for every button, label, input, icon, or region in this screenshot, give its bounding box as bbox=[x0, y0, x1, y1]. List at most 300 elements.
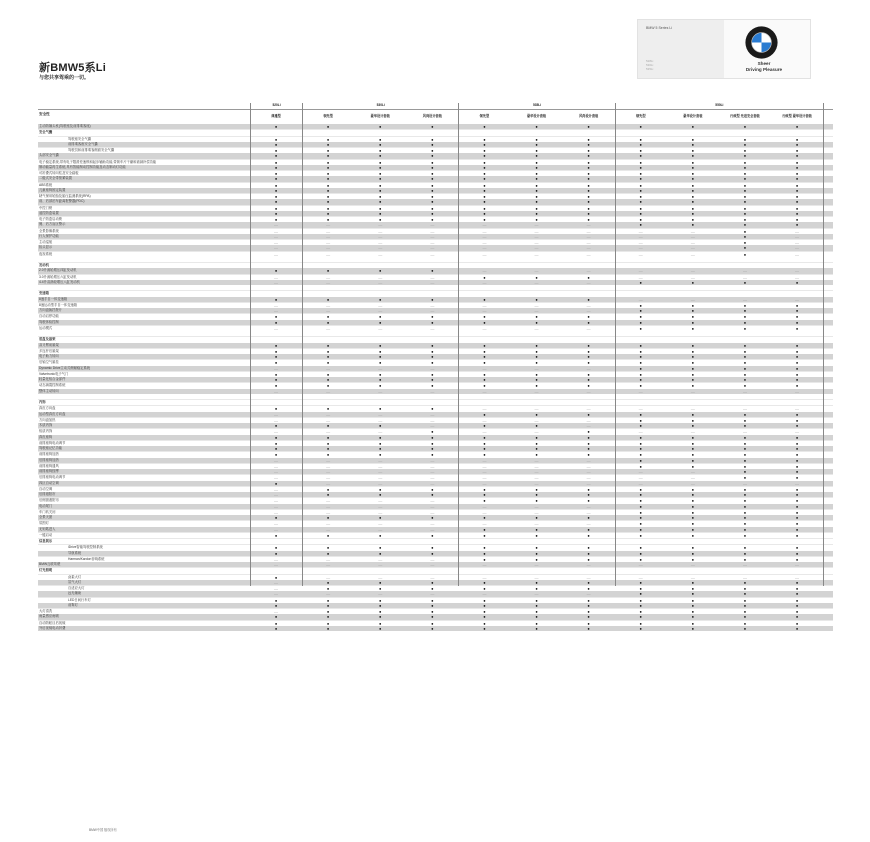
not-available-mark: — bbox=[482, 302, 487, 308]
standard-mark: ● bbox=[274, 406, 278, 412]
standard-mark: ● bbox=[639, 136, 642, 142]
standard-mark: ● bbox=[795, 440, 799, 446]
standard-mark: ● bbox=[743, 515, 747, 520]
standard-mark: ● bbox=[379, 342, 382, 348]
not-available-mark: — bbox=[274, 240, 279, 245]
variant-header: 风尚设计套装 bbox=[422, 113, 442, 118]
not-available-mark: — bbox=[586, 562, 591, 567]
not-available-mark: — bbox=[534, 475, 539, 481]
standard-mark: ● bbox=[535, 217, 538, 222]
standard-mark: ● bbox=[379, 176, 382, 182]
not-available-mark: — bbox=[378, 325, 383, 331]
standard-mark: ● bbox=[483, 532, 486, 538]
not-available-mark: — bbox=[638, 245, 643, 251]
standard-mark: ● bbox=[639, 217, 642, 222]
standard-mark: ● bbox=[274, 217, 278, 222]
standard-mark: ● bbox=[743, 302, 747, 308]
not-available-mark: — bbox=[274, 233, 279, 239]
standard-mark: ● bbox=[483, 579, 486, 585]
standard-mark: ● bbox=[274, 383, 278, 389]
row-label: 运动型真皮方向盘 bbox=[39, 411, 66, 416]
not-available-mark: — bbox=[534, 251, 539, 257]
not-available-mark: — bbox=[274, 562, 279, 567]
not-available-mark: — bbox=[586, 521, 591, 527]
standard-mark: ● bbox=[795, 279, 799, 285]
not-available-mark: — bbox=[482, 469, 487, 474]
standard-mark: ● bbox=[326, 159, 330, 165]
not-available-mark: — bbox=[482, 417, 487, 423]
standard-mark: ● bbox=[535, 314, 538, 320]
not-available-mark: — bbox=[274, 463, 279, 469]
row-label: 二级式安全带预紧装置 bbox=[39, 176, 72, 181]
standard-mark: ● bbox=[743, 597, 747, 603]
not-available-mark: — bbox=[274, 251, 279, 257]
standard-mark: ● bbox=[326, 434, 330, 440]
standard-mark: ● bbox=[691, 148, 695, 153]
standard-mark: ● bbox=[743, 457, 747, 463]
standard-mark: ● bbox=[743, 526, 747, 532]
standard-mark: ● bbox=[431, 434, 434, 440]
standard-mark: ● bbox=[795, 194, 799, 199]
not-available-mark: — bbox=[326, 251, 331, 257]
standard-mark: ● bbox=[795, 383, 799, 389]
standard-mark: ● bbox=[274, 550, 278, 556]
not-available-mark: — bbox=[482, 463, 487, 469]
standard-mark: ● bbox=[587, 452, 590, 458]
standard-mark: ● bbox=[795, 475, 799, 481]
standard-mark: ● bbox=[535, 452, 538, 458]
series-mini-item: 528Li bbox=[646, 59, 654, 63]
standard-mark: ● bbox=[691, 176, 695, 182]
not-available-mark: — bbox=[482, 406, 487, 412]
standard-mark: ● bbox=[431, 136, 434, 142]
not-available-mark: — bbox=[638, 240, 643, 245]
not-available-mark: — bbox=[378, 480, 383, 486]
standard-mark: ● bbox=[587, 609, 590, 614]
not-available-mark: — bbox=[534, 429, 539, 435]
not-available-mark: — bbox=[378, 233, 383, 239]
standard-mark: ● bbox=[743, 171, 747, 176]
standard-mark: ● bbox=[274, 176, 278, 182]
row-label: 大灯清洗 bbox=[39, 609, 53, 613]
not-available-mark: — bbox=[795, 562, 800, 567]
standard-mark: ● bbox=[587, 515, 590, 520]
standard-mark: ● bbox=[691, 124, 695, 129]
standard-mark: ● bbox=[326, 383, 330, 389]
not-available-mark: — bbox=[274, 556, 279, 562]
not-available-mark: — bbox=[482, 279, 487, 285]
not-available-mark: — bbox=[586, 302, 591, 308]
standard-mark: ● bbox=[483, 452, 486, 458]
row-label: 全景天窗 bbox=[39, 515, 53, 519]
standard-mark: ● bbox=[483, 176, 486, 182]
standard-mark: ● bbox=[587, 526, 590, 532]
standard-mark: ● bbox=[691, 411, 695, 417]
standard-mark: ● bbox=[274, 319, 278, 325]
brand-logo-box bbox=[637, 19, 811, 79]
model-header: 550Li bbox=[615, 103, 823, 109]
row-label: 电动尾门 bbox=[39, 503, 53, 508]
standard-mark: ● bbox=[535, 446, 538, 451]
standard-mark: ● bbox=[431, 440, 434, 446]
not-available-mark: — bbox=[430, 365, 435, 371]
standard-mark: ● bbox=[379, 319, 382, 325]
standard-mark: ● bbox=[743, 325, 747, 331]
standard-mark: ● bbox=[795, 614, 799, 620]
standard-mark: ● bbox=[639, 586, 642, 591]
standard-mark: ● bbox=[431, 579, 434, 585]
variant-header: 领先型 bbox=[323, 113, 333, 118]
not-available-mark: — bbox=[534, 365, 539, 371]
standard-mark: ● bbox=[483, 153, 486, 159]
standard-mark: ● bbox=[795, 148, 799, 153]
not-available-mark: — bbox=[326, 475, 331, 481]
standard-mark: ● bbox=[743, 360, 747, 366]
not-available-mark: — bbox=[534, 228, 539, 234]
standard-mark: ● bbox=[326, 545, 330, 551]
standard-mark: ● bbox=[379, 268, 382, 274]
standard-mark: ● bbox=[535, 136, 538, 142]
standard-mark: ● bbox=[379, 159, 382, 165]
standard-mark: ● bbox=[795, 509, 799, 515]
standard-mark: ● bbox=[691, 136, 695, 142]
standard-mark: ● bbox=[587, 586, 590, 591]
row-label: 后侧窗遮阳帘 bbox=[39, 498, 59, 503]
not-available-mark: — bbox=[430, 509, 435, 515]
standard-mark: ● bbox=[795, 591, 799, 597]
not-available-mark: — bbox=[378, 521, 383, 527]
not-available-mark: — bbox=[326, 411, 331, 417]
row-label: 动态减震控制系统 bbox=[39, 383, 66, 388]
not-available-mark: — bbox=[638, 251, 643, 257]
standard-mark: ● bbox=[431, 319, 434, 325]
standard-mark: ● bbox=[431, 620, 434, 626]
row-label: 自动空调 bbox=[39, 486, 53, 491]
standard-mark: ● bbox=[431, 446, 434, 451]
standard-mark: ● bbox=[431, 429, 434, 435]
standard-mark: ● bbox=[483, 486, 486, 492]
standard-mark: ● bbox=[483, 383, 486, 389]
not-available-mark: — bbox=[534, 463, 539, 469]
standard-mark: ● bbox=[795, 515, 799, 520]
standard-mark: ● bbox=[639, 625, 642, 631]
standard-mark: ● bbox=[326, 182, 330, 188]
standard-mark: ● bbox=[326, 268, 330, 274]
row-label: 主动防撞头枕(驾驶座及前排乘客座) bbox=[39, 124, 91, 128]
variant-header: 豪华设计套装 bbox=[370, 113, 390, 118]
standard-mark: ● bbox=[587, 434, 590, 440]
not-available-mark: — bbox=[274, 609, 279, 614]
not-available-mark: — bbox=[742, 562, 747, 567]
standard-mark: ● bbox=[535, 498, 538, 504]
not-available-mark: — bbox=[326, 417, 331, 423]
not-available-mark: — bbox=[534, 325, 539, 331]
standard-mark: ● bbox=[483, 515, 486, 520]
not-available-mark: — bbox=[742, 480, 747, 486]
not-available-mark: — bbox=[795, 480, 800, 486]
standard-mark: ● bbox=[483, 274, 486, 280]
standard-mark: ● bbox=[326, 319, 330, 325]
standard-mark: ● bbox=[691, 222, 695, 228]
standard-mark: ● bbox=[639, 614, 642, 620]
standard-mark: ● bbox=[743, 492, 747, 497]
standard-mark: ● bbox=[274, 574, 278, 580]
standard-mark: ● bbox=[743, 240, 747, 245]
standard-mark: ● bbox=[535, 159, 538, 165]
not-available-mark: — bbox=[742, 429, 747, 435]
standard-mark: ● bbox=[587, 579, 590, 585]
standard-mark: ● bbox=[431, 124, 434, 129]
not-available-mark: — bbox=[274, 509, 279, 515]
not-available-mark: — bbox=[690, 429, 695, 435]
standard-mark: ● bbox=[743, 586, 747, 591]
row-label: iDrive智能驾驶控制系统 bbox=[68, 545, 103, 550]
standard-mark: ● bbox=[379, 141, 382, 147]
standard-mark: ● bbox=[326, 153, 330, 159]
standard-mark: ● bbox=[795, 498, 799, 504]
standard-mark: ● bbox=[379, 452, 382, 458]
row-label: 整体主动转向 bbox=[39, 388, 59, 393]
not-available-mark: — bbox=[274, 411, 279, 417]
not-available-mark: — bbox=[430, 480, 435, 486]
standard-mark: ● bbox=[743, 377, 747, 382]
standard-mark: ● bbox=[274, 171, 278, 176]
standard-mark: ● bbox=[274, 159, 278, 165]
standard-mark: ● bbox=[587, 625, 590, 631]
standard-mark: ● bbox=[795, 141, 799, 147]
standard-mark: ● bbox=[743, 423, 747, 428]
standard-mark: ● bbox=[743, 354, 747, 359]
standard-mark: ● bbox=[379, 597, 382, 603]
not-available-mark: — bbox=[638, 233, 643, 239]
standard-mark: ● bbox=[691, 308, 695, 313]
standard-mark: ● bbox=[587, 492, 590, 497]
standard-mark: ● bbox=[431, 406, 434, 412]
not-available-mark: — bbox=[482, 240, 487, 245]
not-available-mark: — bbox=[378, 308, 383, 313]
standard-mark: ● bbox=[431, 550, 434, 556]
not-available-mark: — bbox=[274, 457, 279, 463]
standard-mark: ● bbox=[639, 411, 642, 417]
standard-mark: ● bbox=[639, 164, 642, 170]
not-available-mark: — bbox=[430, 503, 435, 509]
not-available-mark: — bbox=[430, 388, 435, 394]
not-available-mark: — bbox=[430, 417, 435, 423]
standard-mark: ● bbox=[379, 620, 382, 626]
standard-mark: ● bbox=[326, 187, 330, 193]
series-mini-list bbox=[646, 59, 653, 71]
standard-mark: ● bbox=[691, 423, 695, 428]
standard-mark: ● bbox=[587, 141, 590, 147]
standard-mark: ● bbox=[743, 498, 747, 504]
spec-rows bbox=[38, 124, 833, 631]
standard-mark: ● bbox=[587, 371, 590, 377]
standard-mark: ● bbox=[326, 205, 330, 211]
standard-mark: ● bbox=[483, 319, 486, 325]
not-available-mark: — bbox=[586, 222, 591, 228]
variant-header: 风尚设计套装 bbox=[579, 113, 599, 118]
not-available-mark: — bbox=[534, 417, 539, 423]
standard-mark: ● bbox=[535, 342, 538, 348]
standard-mark: ● bbox=[431, 268, 434, 274]
standard-mark: ● bbox=[587, 597, 590, 603]
not-available-mark: — bbox=[482, 325, 487, 331]
standard-mark: ● bbox=[326, 371, 330, 377]
not-available-mark: — bbox=[586, 475, 591, 481]
not-available-mark: — bbox=[586, 463, 591, 469]
standard-mark: ● bbox=[795, 463, 799, 469]
row-label: 全景影像系统 bbox=[39, 228, 59, 233]
standard-mark: ● bbox=[587, 383, 590, 389]
not-available-mark: — bbox=[430, 240, 435, 245]
standard-mark: ● bbox=[535, 199, 538, 205]
standard-mark: ● bbox=[274, 148, 278, 153]
not-available-mark: — bbox=[795, 296, 800, 302]
not-available-mark: — bbox=[742, 388, 747, 394]
standard-mark: ● bbox=[326, 342, 330, 348]
standard-mark: ● bbox=[639, 182, 642, 188]
standard-mark: ● bbox=[326, 620, 330, 626]
standard-mark: ● bbox=[691, 205, 695, 211]
standard-mark: ● bbox=[743, 199, 747, 205]
standard-mark: ● bbox=[587, 187, 590, 193]
standard-mark: ● bbox=[379, 199, 382, 205]
standard-mark: ● bbox=[743, 550, 747, 556]
standard-mark: ● bbox=[743, 194, 747, 199]
standard-mark: ● bbox=[743, 279, 747, 285]
standard-mark: ● bbox=[639, 354, 642, 359]
standard-mark: ● bbox=[743, 614, 747, 620]
not-available-mark: — bbox=[638, 388, 643, 394]
not-available-mark: — bbox=[586, 240, 591, 245]
standard-mark: ● bbox=[795, 486, 799, 492]
standard-mark: ● bbox=[743, 469, 747, 474]
standard-mark: ● bbox=[535, 423, 538, 428]
standard-mark: ● bbox=[274, 164, 278, 170]
standard-mark: ● bbox=[639, 440, 642, 446]
standard-mark: ● bbox=[639, 452, 642, 458]
standard-mark: ● bbox=[795, 348, 799, 354]
standard-mark: ● bbox=[483, 620, 486, 626]
not-available-mark: — bbox=[326, 469, 331, 474]
variant-header: 领先型 bbox=[479, 113, 490, 118]
standard-mark: ● bbox=[639, 550, 642, 556]
not-available-mark: — bbox=[274, 475, 279, 481]
not-available-mark: — bbox=[534, 268, 539, 274]
not-available-mark: — bbox=[326, 279, 331, 285]
standard-mark: ● bbox=[587, 602, 590, 608]
not-available-mark: — bbox=[430, 325, 435, 331]
standard-mark: ● bbox=[691, 457, 695, 463]
standard-mark: ● bbox=[587, 342, 590, 348]
standard-mark: ● bbox=[431, 342, 434, 348]
row-label: 方向盘换挡拨片 bbox=[39, 308, 63, 312]
standard-mark: ● bbox=[743, 383, 747, 389]
standard-mark: ● bbox=[743, 463, 747, 469]
column-divider bbox=[823, 103, 824, 586]
standard-mark: ● bbox=[691, 360, 695, 366]
not-available-mark: — bbox=[482, 429, 487, 435]
standard-mark: ● bbox=[795, 423, 799, 428]
not-available-mark: — bbox=[534, 469, 539, 474]
page-title: 新BMW5系Li bbox=[39, 62, 106, 74]
standard-mark: ● bbox=[743, 486, 747, 492]
not-available-mark: — bbox=[742, 296, 747, 302]
standard-mark: ● bbox=[431, 148, 434, 153]
standard-mark: ● bbox=[639, 377, 642, 382]
standard-mark: ● bbox=[535, 556, 538, 562]
standard-mark: ● bbox=[326, 406, 330, 412]
standard-mark: ● bbox=[639, 124, 642, 129]
not-available-mark: — bbox=[326, 388, 331, 394]
not-available-mark: — bbox=[274, 274, 279, 280]
row-label: 4.4升双涡轮增压八缸发动机 bbox=[39, 279, 80, 284]
standard-mark: ● bbox=[483, 526, 486, 532]
standard-mark: ● bbox=[483, 194, 486, 199]
standard-mark: ● bbox=[795, 205, 799, 211]
row-label: 2.0升涡轮增压四缸发动机 bbox=[39, 268, 77, 273]
not-available-mark: — bbox=[378, 457, 383, 463]
not-available-mark: — bbox=[690, 240, 695, 245]
row-label: 后轴空气悬挂 bbox=[39, 360, 59, 365]
standard-mark: ● bbox=[743, 521, 747, 527]
standard-mark: ● bbox=[587, 319, 590, 325]
not-available-mark: — bbox=[482, 480, 487, 486]
standard-mark: ● bbox=[639, 503, 642, 509]
not-available-mark: — bbox=[795, 274, 800, 280]
row-label: 轻量化铝合金部件 bbox=[39, 377, 66, 381]
standard-mark: ● bbox=[274, 423, 278, 428]
standard-mark: ● bbox=[379, 124, 382, 129]
standard-mark: ● bbox=[795, 371, 799, 377]
not-available-mark: — bbox=[482, 245, 487, 251]
standard-mark: ● bbox=[639, 515, 642, 520]
series-mini-item: 530Li bbox=[646, 63, 654, 67]
standard-mark: ● bbox=[326, 586, 330, 591]
standard-mark: ● bbox=[431, 377, 434, 382]
standard-mark: ● bbox=[795, 597, 799, 603]
row-label: 车门软关闭 bbox=[39, 509, 56, 514]
not-available-mark: — bbox=[378, 251, 383, 257]
row-label: 可折叠式转向柱及安全踏板 bbox=[39, 171, 79, 175]
standard-mark: ● bbox=[639, 492, 642, 497]
not-available-mark: — bbox=[690, 469, 695, 474]
row-label: 信息娱乐 bbox=[39, 539, 53, 543]
standard-mark: ● bbox=[431, 210, 434, 216]
model-header: 535Li bbox=[458, 103, 614, 109]
not-available-mark: — bbox=[795, 228, 800, 234]
standard-mark: ● bbox=[379, 602, 382, 608]
not-available-mark: — bbox=[430, 526, 435, 532]
standard-mark: ● bbox=[743, 342, 747, 348]
standard-mark: ● bbox=[535, 609, 538, 614]
row-label: 底盘及悬架 bbox=[39, 337, 56, 342]
standard-mark: ● bbox=[691, 503, 695, 509]
not-available-mark: — bbox=[638, 574, 643, 580]
standard-mark: ● bbox=[691, 342, 695, 348]
standard-mark: ● bbox=[639, 532, 642, 538]
standard-mark: ● bbox=[379, 314, 382, 320]
standard-mark: ● bbox=[691, 434, 695, 440]
page-subtitle: 与您共享驾乘的一切。 bbox=[39, 75, 90, 81]
standard-mark: ● bbox=[743, 625, 747, 631]
standard-mark: ● bbox=[274, 205, 278, 211]
standard-mark: ● bbox=[483, 371, 486, 377]
standard-mark: ● bbox=[379, 579, 382, 585]
standard-mark: ● bbox=[639, 434, 642, 440]
standard-mark: ● bbox=[639, 279, 642, 285]
standard-mark: ● bbox=[795, 314, 799, 320]
